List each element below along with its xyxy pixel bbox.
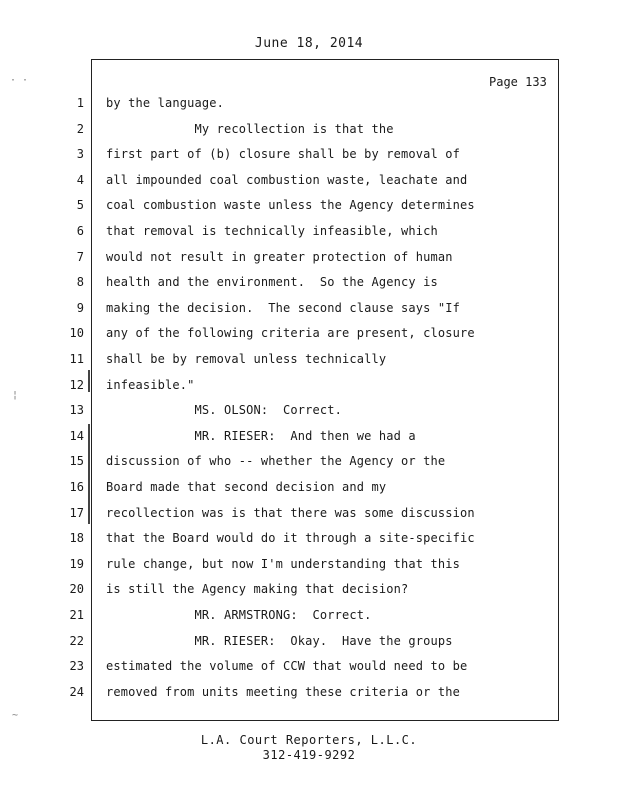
transcript-date: June 18, 2014 — [254, 36, 364, 51]
transcript-line: coal combustion waste unless the Agency determines — [106, 198, 475, 212]
transcript-line: that the Board would do it through a site-specific — [106, 531, 475, 545]
line-number: 1 — [76, 96, 84, 110]
transcript-line: first part of (b) closure shall be by removal of — [106, 147, 460, 161]
line-number: 14 — [69, 429, 84, 443]
line-number: 3 — [76, 147, 84, 161]
transcript-line: estimated the volume of CCW that would need to be — [106, 659, 468, 673]
transcript-line: recollection was is that there was some discussion — [106, 506, 475, 520]
transcript-line: is still the Agency making that decision? — [106, 582, 409, 596]
transcript-line: MS. OLSON: Correct. — [106, 403, 342, 417]
transcript-line: My recollection is that the — [106, 122, 394, 136]
line-number: 21 — [69, 608, 84, 622]
margin-mark — [88, 370, 90, 392]
transcript-line: removed from units meeting these criteria or the — [106, 685, 460, 699]
scan-speck: ¦ — [12, 390, 19, 401]
transcript-line: that removal is technically infeasible, which — [106, 224, 438, 238]
line-number: 24 — [69, 685, 84, 699]
line-number: 5 — [76, 198, 84, 212]
line-number: 12 — [69, 378, 84, 392]
transcript-line: all impounded coal combustion waste, leachate and — [106, 173, 468, 187]
transcript-line: rule change, but now I'm understanding that this — [106, 557, 460, 571]
transcript-line: shall be by removal unless technically — [106, 352, 387, 366]
line-number: 16 — [69, 480, 84, 494]
line-number: 20 — [69, 582, 84, 596]
transcript-line: health and the environment. So the Agency is — [106, 275, 438, 289]
line-number: 10 — [69, 326, 84, 340]
transcript-line: Board made that second decision and my — [106, 480, 387, 494]
page-number: Page 133 — [489, 75, 547, 89]
line-number: 23 — [69, 659, 84, 673]
transcript-line: would not result in greater protection of human — [106, 250, 453, 264]
line-number: 19 — [69, 557, 84, 571]
line-number: 2 — [76, 122, 84, 136]
line-number: 9 — [76, 301, 84, 315]
court-reporter-phone: 312-419-9292 — [262, 748, 356, 762]
transcript-line: any of the following criteria are present, closure — [106, 326, 475, 340]
line-number: 22 — [69, 634, 84, 648]
transcript-line: MR. RIESER: And then we had a — [106, 429, 416, 443]
line-number: 4 — [76, 173, 84, 187]
line-number: 17 — [69, 506, 84, 520]
court-reporter-name: L.A. Court Reporters, L.L.C. — [200, 733, 418, 747]
scan-speck: · · — [10, 75, 29, 86]
transcript-line: by the language. — [106, 96, 224, 110]
line-number: 18 — [69, 531, 84, 545]
line-number: 11 — [69, 352, 84, 366]
transcript-line: MR. ARMSTRONG: Correct. — [106, 608, 372, 622]
line-number: 8 — [76, 275, 84, 289]
line-number: 15 — [69, 454, 84, 468]
transcript-line: infeasible." — [106, 378, 195, 392]
line-number: 7 — [76, 250, 84, 264]
transcript-line: making the decision. The second clause says "If — [106, 301, 460, 315]
margin-mark — [88, 424, 90, 524]
transcript-line: MR. RIESER: Okay. Have the groups — [106, 634, 453, 648]
scan-speck: ~ — [12, 710, 19, 721]
line-number: 6 — [76, 224, 84, 238]
transcript-line: discussion of who -- whether the Agency or the — [106, 454, 446, 468]
line-number: 13 — [69, 403, 84, 417]
